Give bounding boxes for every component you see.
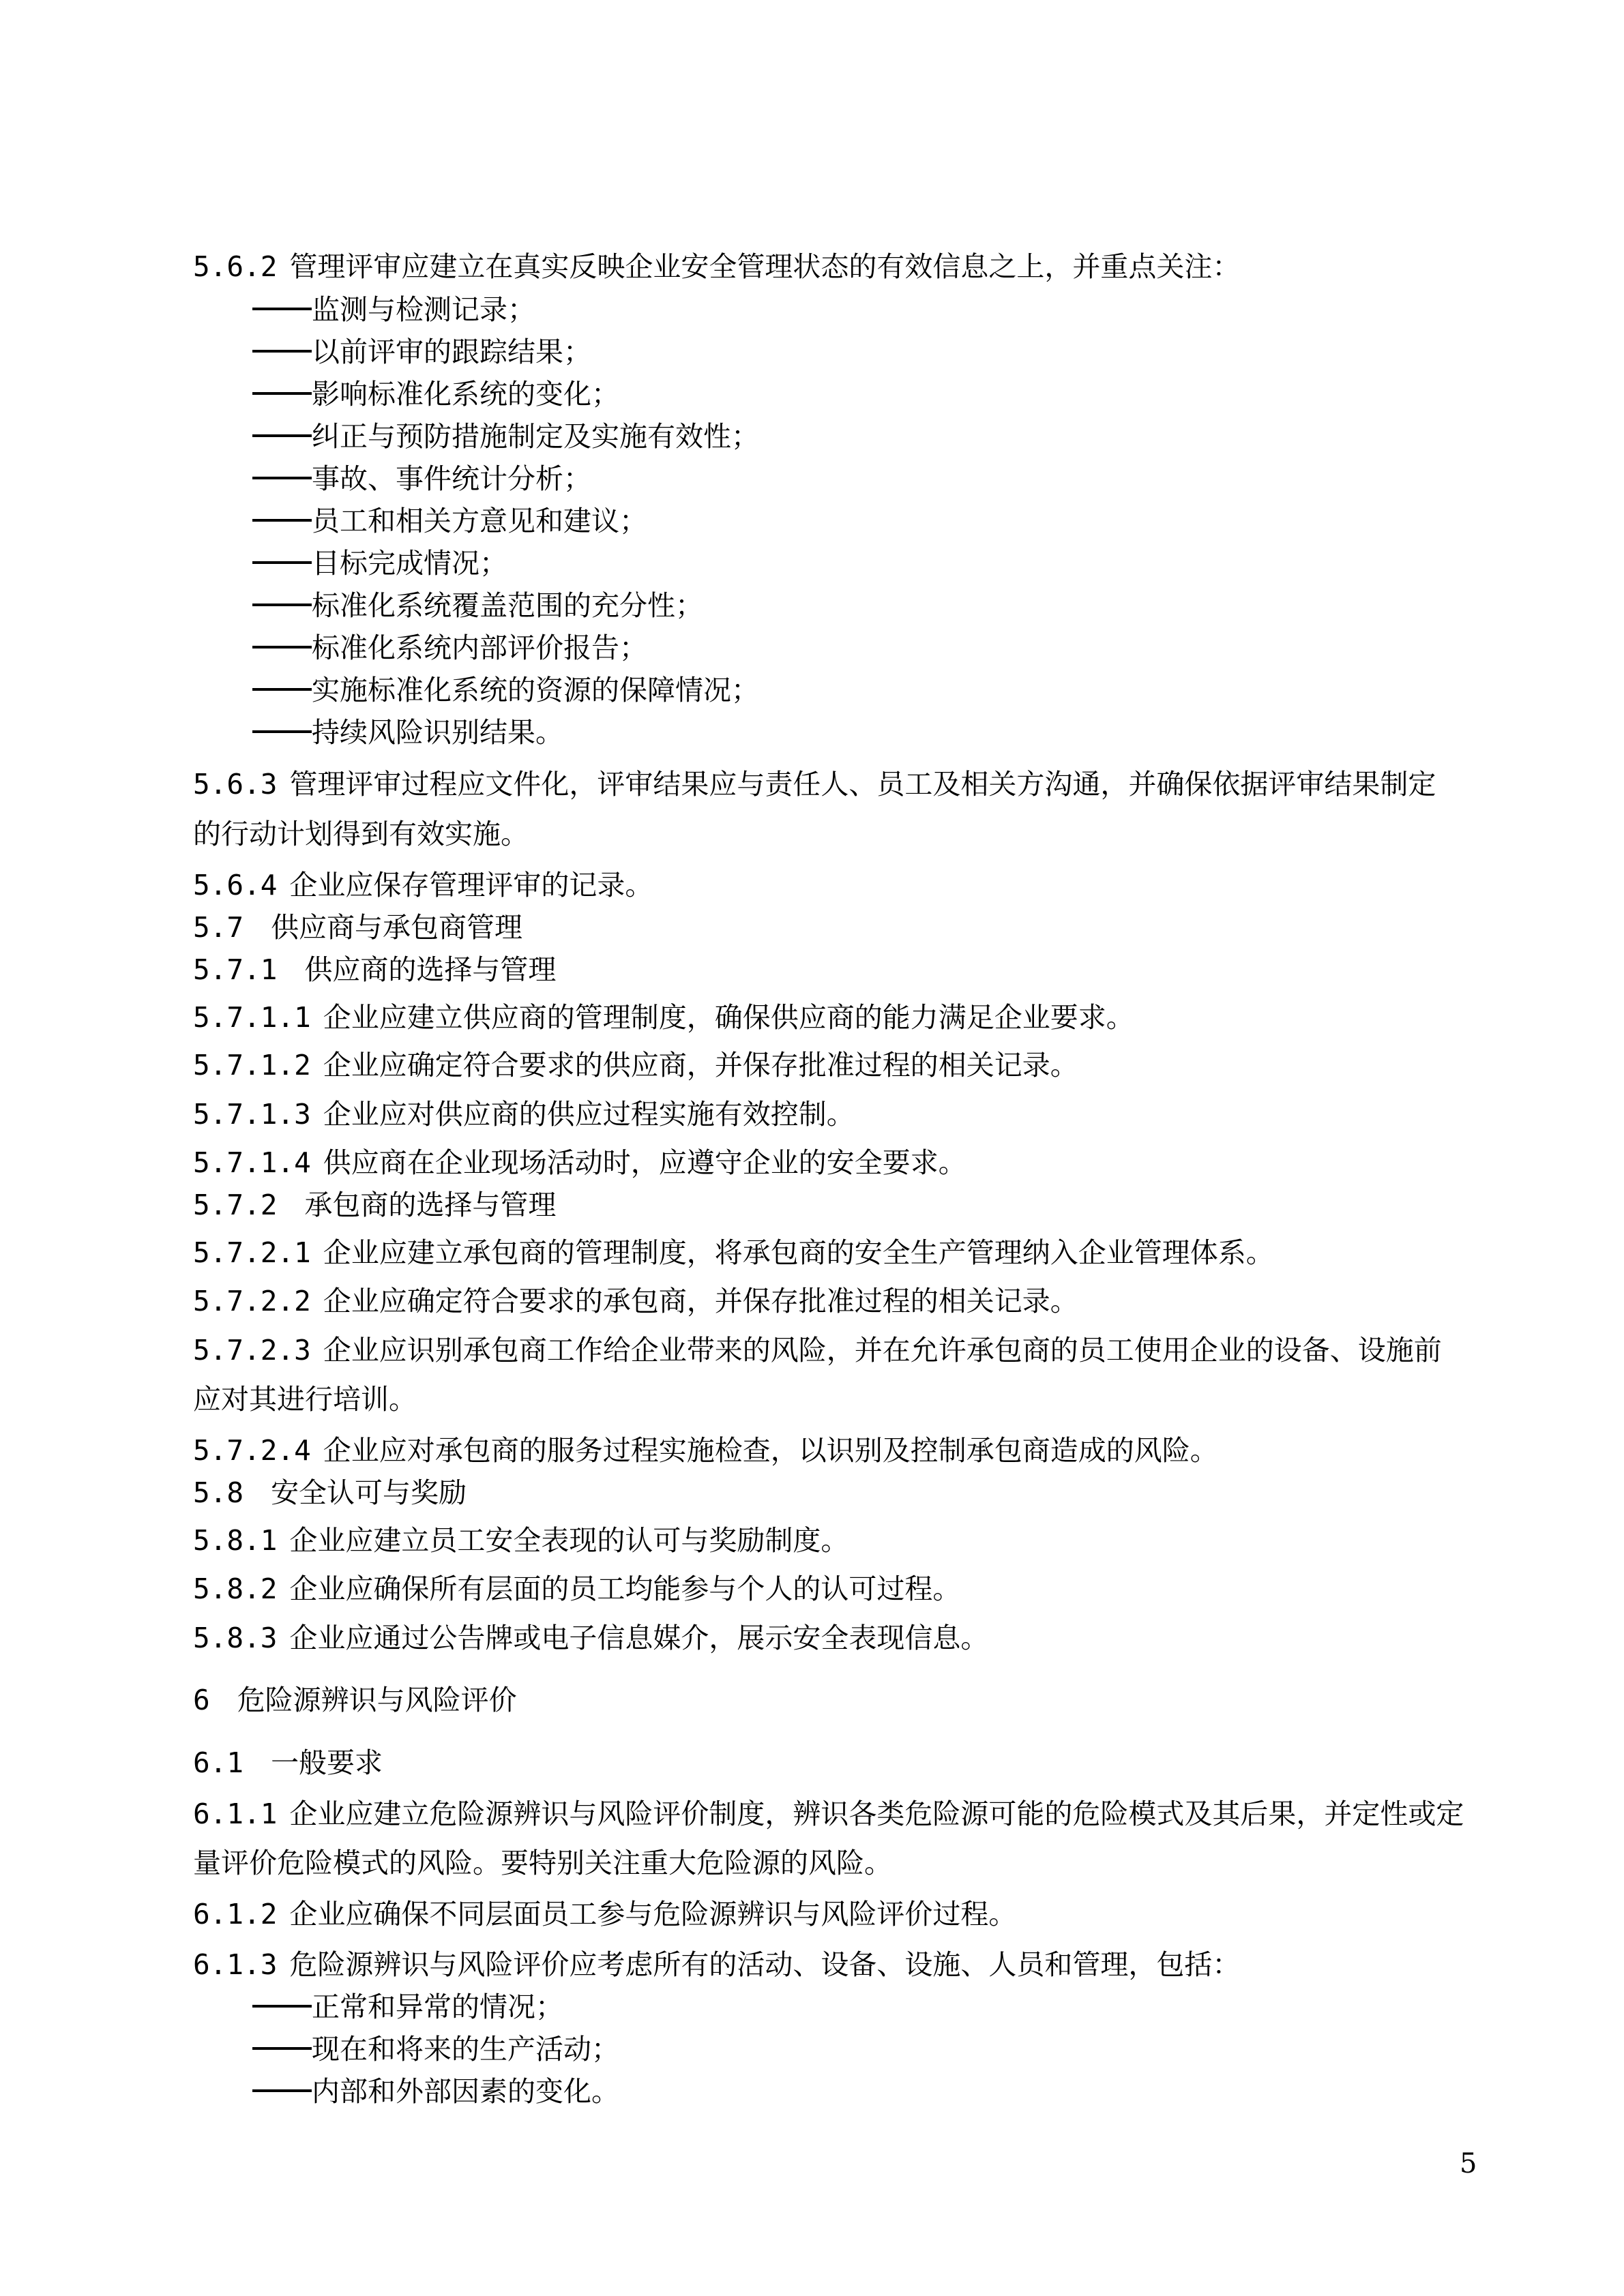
heading-number: 5.7.1 [193,953,278,986]
clause-text: 企业应确定符合要求的承包商，并保存批准过程的相关记录。 [323,1285,1078,1317]
clause-text: 企业应确保所有层面的员工均能参与个人的认可过程。 [289,1572,961,1605]
clause-text: 危险源辨识与风险评价应考虑所有的活动、设备、设施、人员和管理，包括： [289,1948,1241,1981]
clause-5-8-1 [193,1523,848,1557]
clause-number: 5.7.2.2 [193,1285,311,1317]
list-item [252,419,759,453]
chapter-title: 危险源辨识与风险评价 [237,1684,517,1716]
clause-5-8-3 [193,1621,988,1655]
clause-text: 管理评审过程应文件化，评审结果应与责任人、员工及相关方沟通，并确保依据评审结果制定 [289,768,1436,801]
list-item [252,377,619,411]
em-dash-mark [252,2089,312,2092]
clause-number: 5.6.3 [193,768,278,801]
list-item [252,2074,619,2108]
clause-number: 5.7.2.1 [193,1236,311,1269]
list-item-text: 纠正与预防措施制定及实施有效性； [312,420,759,453]
list-item [252,1990,563,2024]
list-item-text: 持续风险识别结果。 [312,716,563,749]
list-item [252,631,647,665]
clause-5-7-1-2 [193,1048,1078,1082]
clause-6-1-2 [193,1897,1016,1931]
heading-number: 5.7 [193,911,244,944]
clause-text: 企业应建立员工安全表现的认可与奖励制度。 [289,1524,849,1557]
clause-text: 企业应识别承包商工作给企业带来的风险，并在允许承包商的员工使用企业的设备、设施前 [323,1334,1442,1367]
list-item-text: 以前评审的跟踪结果； [312,336,591,368]
list-item-text: 现在和将来的生产活动； [312,2033,619,2066]
list-item [252,673,759,707]
clause-number: 5.6.4 [193,869,278,901]
chapter-6-heading [193,1683,517,1717]
heading-6-1 [193,1746,383,1780]
clause-5-6-2 [193,250,1240,284]
list-item-text: 标准化系统内部评价报告； [312,631,647,664]
clause-text: 企业应建立危险源辨识与风险评价制度，辨识各类危险源可能的危险模式及其后果，并定性或定 [289,1798,1464,1830]
list-item-text: 监测与检测记录； [312,293,535,326]
list-item [252,2032,619,2066]
clause-text: 供应商在企业现场活动时，应遵守企业的安全要求。 [323,1146,966,1179]
heading-number: 5.8 [193,1476,244,1509]
heading-number: 5.7.2 [193,1189,278,1221]
clause-text: 企业应建立供应商的管理制度，确保供应商的能力满足企业要求。 [323,1001,1134,1034]
clause-text: 管理评审应建立在真实反映企业安全管理状态的有效信息之上，并重点关注： [289,250,1241,283]
clause-number: 6.1.3 [193,1948,278,1981]
clause-continuation: 量评价危险模式的风险。要特别关注重大危险源的风险。 [193,1847,892,1879]
clause-5-7-1-4 [193,1146,966,1180]
list-item-text: 正常和异常的情况； [312,1991,563,2023]
clause-number: 5.6.2 [193,250,278,283]
clause-5-7-1-3 [193,1097,855,1131]
list-item [252,335,591,369]
em-dash-mark [252,350,312,353]
em-dash-mark [252,688,312,691]
clause-text: 企业应对承包商的服务过程实施检查，以识别及控制承包商造成的风险。 [323,1434,1218,1467]
em-dash-mark [252,519,312,522]
clause-5-8-2 [193,1572,960,1606]
heading-text: 一般要求 [271,1746,383,1779]
page-number: 5 [1460,2148,1477,2179]
em-dash-mark [252,730,312,733]
clause-5-7-2-4 [193,1433,1218,1467]
list-item-text: 实施标准化系统的资源的保障情况； [312,674,759,706]
clause-number: 5.7.1.3 [193,1098,311,1131]
list-item [252,546,507,580]
list-item [252,588,703,623]
heading-5-7-1 [193,953,556,987]
chapter-number: 6 [193,1684,210,1716]
list-item-text: 标准化系统覆盖范围的充分性； [312,589,703,622]
em-dash-mark [252,392,312,395]
clause-number: 6.1.1 [193,1798,278,1830]
clause-continuation: 应对其进行培训。 [193,1383,417,1416]
clause-number: 5.7.1.4 [193,1146,311,1179]
clause-number: 6.1.2 [193,1898,278,1930]
list-item [252,293,535,327]
list-item [252,462,591,496]
clause-5-6-4 [193,868,653,902]
em-dash-mark [252,2005,312,2008]
heading-5-8 [193,1476,467,1510]
clause-6-1-3 [193,1948,1240,1982]
em-dash-mark [252,561,312,564]
em-dash-mark [252,477,312,479]
heading-number: 6.1 [193,1746,244,1779]
clause-number: 5.7.2.4 [193,1434,311,1467]
clause-number: 5.8.3 [193,1622,278,1654]
list-item-text: 目标完成情况； [312,547,507,580]
heading-text: 安全认可与奖励 [271,1476,467,1509]
clause-5-7-2-2 [193,1284,1078,1318]
em-dash-mark [252,434,312,437]
heading-text: 承包商的选择与管理 [304,1189,557,1221]
em-dash-mark [252,308,312,310]
em-dash-mark [252,2047,312,2050]
heading-5-7-2 [193,1188,556,1222]
list-item-text: 事故、事件统计分析； [312,462,591,495]
clause-continuation: 的行动计划得到有效实施。 [193,818,529,850]
clause-number: 5.7.1.2 [193,1049,311,1082]
heading-text: 供应商与承包商管理 [271,911,523,944]
em-dash-mark [252,646,312,648]
list-item [252,504,647,538]
list-item-text: 内部和外部因素的变化。 [312,2075,619,2108]
clause-number: 5.8.1 [193,1524,278,1557]
clause-number: 5.7.1.1 [193,1001,311,1034]
heading-text: 供应商的选择与管理 [304,953,557,986]
clause-text: 企业应通过公告牌或电子信息媒介，展示安全表现信息。 [289,1622,989,1654]
list-item-text: 影响标准化系统的变化； [312,378,619,411]
em-dash-mark [252,603,312,606]
clause-5-7-2-1 [193,1236,1274,1270]
clause-number: 5.8.2 [193,1572,278,1605]
clause-text: 企业应确保不同层面员工参与危险源辨识与风险评价过程。 [289,1898,1017,1930]
clause-text: 企业应建立承包商的管理制度，将承包商的安全生产管理纳入企业管理体系。 [323,1236,1274,1269]
heading-5-7 [193,910,522,944]
clause-6-1-1 [193,1797,1464,1831]
clause-5-7-2-3 [193,1333,1442,1367]
list-item-text: 员工和相关方意见和建议； [312,505,647,537]
list-item [252,715,563,749]
clause-text: 企业应确定符合要求的供应商，并保存批准过程的相关记录。 [323,1049,1078,1082]
clause-5-6-3 [193,767,1436,801]
clause-5-7-1-1 [193,1000,1134,1034]
clause-number: 5.7.2.3 [193,1334,311,1367]
clause-text: 企业应保存管理评审的记录。 [289,869,653,901]
clause-text: 企业应对供应商的供应过程实施有效控制。 [323,1098,855,1131]
